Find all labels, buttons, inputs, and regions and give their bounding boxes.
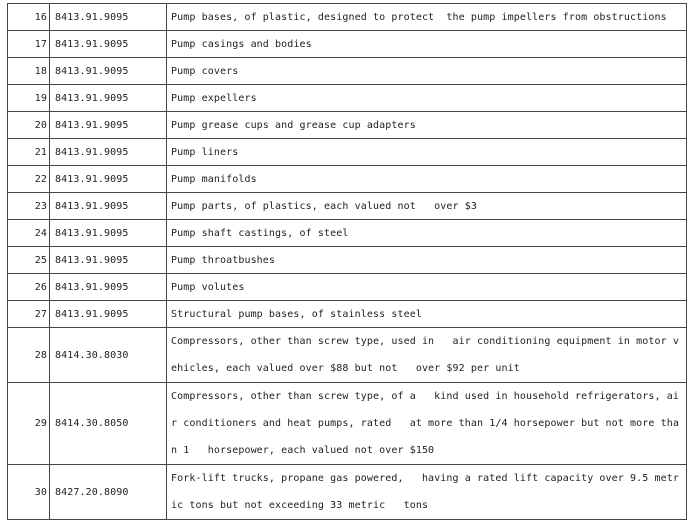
hts-code: 8413.91.9095 — [50, 166, 167, 193]
table-row — [8, 274, 687, 301]
hts-code: 8413.91.9095 — [50, 58, 167, 85]
product-description: Pump parts, of plastics, each valued not over $3 — [167, 193, 687, 220]
hts-code: 8413.91.9095 — [50, 112, 167, 139]
tariff-table — [7, 3, 687, 520]
row-number: 27 — [8, 301, 50, 328]
product-description: Pump liners — [167, 139, 687, 166]
hts-code: 8414.30.8050 — [50, 383, 167, 465]
hts-code: 8413.91.9095 — [50, 220, 167, 247]
table-row — [8, 58, 687, 85]
hts-code: 8413.91.9095 — [50, 301, 167, 328]
row-number: 20 — [8, 112, 50, 139]
table-row — [8, 301, 687, 328]
product-description: Pump covers — [167, 58, 687, 85]
hts-code: 8427.20.8090 — [50, 465, 167, 520]
product-description: Pump expellers — [167, 85, 687, 112]
row-number: 21 — [8, 139, 50, 166]
row-number: 30 — [8, 465, 50, 520]
table-row — [8, 220, 687, 247]
product-description: Pump shaft castings, of steel — [167, 220, 687, 247]
row-number: 22 — [8, 166, 50, 193]
product-description: Fork-lift trucks, propane gas powered, having a rated lift capacity over 9.5 metric tons but not exceeding 33 metric tons — [167, 465, 687, 520]
table-row — [8, 328, 687, 383]
row-number: 24 — [8, 220, 50, 247]
row-number: 18 — [8, 58, 50, 85]
table-row — [8, 247, 687, 274]
hts-code: 8413.91.9095 — [50, 247, 167, 274]
table-row — [8, 139, 687, 166]
hts-code: 8413.91.9095 — [50, 4, 167, 31]
hts-code: 8414.30.8030 — [50, 328, 167, 383]
row-number: 19 — [8, 85, 50, 112]
row-number: 26 — [8, 274, 50, 301]
row-number: 16 — [8, 4, 50, 31]
product-description: Compressors, other than screw type, used in air conditioning equipment in motor vehicles, each valued over $88 but not over $92 per unit — [167, 328, 687, 383]
row-number: 29 — [8, 383, 50, 465]
row-number: 25 — [8, 247, 50, 274]
product-description: Pump manifolds — [167, 166, 687, 193]
table-row — [8, 166, 687, 193]
table-row — [8, 193, 687, 220]
product-description: Pump throatbushes — [167, 247, 687, 274]
row-number: 23 — [8, 193, 50, 220]
product-description: Structural pump bases, of stainless steel — [167, 301, 687, 328]
row-number: 28 — [8, 328, 50, 383]
table-row — [8, 465, 687, 520]
hts-code: 8413.91.9095 — [50, 31, 167, 58]
hts-code: 8413.91.9095 — [50, 85, 167, 112]
table-row — [8, 4, 687, 31]
hts-code: 8413.91.9095 — [50, 274, 167, 301]
table-row — [8, 383, 687, 465]
product-description: Pump bases, of plastic, designed to protect the pump impellers from obstructions — [167, 4, 687, 31]
tariff-table-body — [8, 4, 687, 520]
product-description: Pump grease cups and grease cup adapters — [167, 112, 687, 139]
hts-code: 8413.91.9095 — [50, 193, 167, 220]
hts-code: 8413.91.9095 — [50, 139, 167, 166]
product-description: Pump volutes — [167, 274, 687, 301]
table-row — [8, 112, 687, 139]
product-description: Pump casings and bodies — [167, 31, 687, 58]
product-description: Compressors, other than screw type, of a kind used in household refrigerators, air conditioners and heat pumps, rated at more than 1/4 horsepower but not more than 1 horsepower, each valued not over $150 — [167, 383, 687, 465]
row-number: 17 — [8, 31, 50, 58]
table-row — [8, 85, 687, 112]
table-row — [8, 31, 687, 58]
